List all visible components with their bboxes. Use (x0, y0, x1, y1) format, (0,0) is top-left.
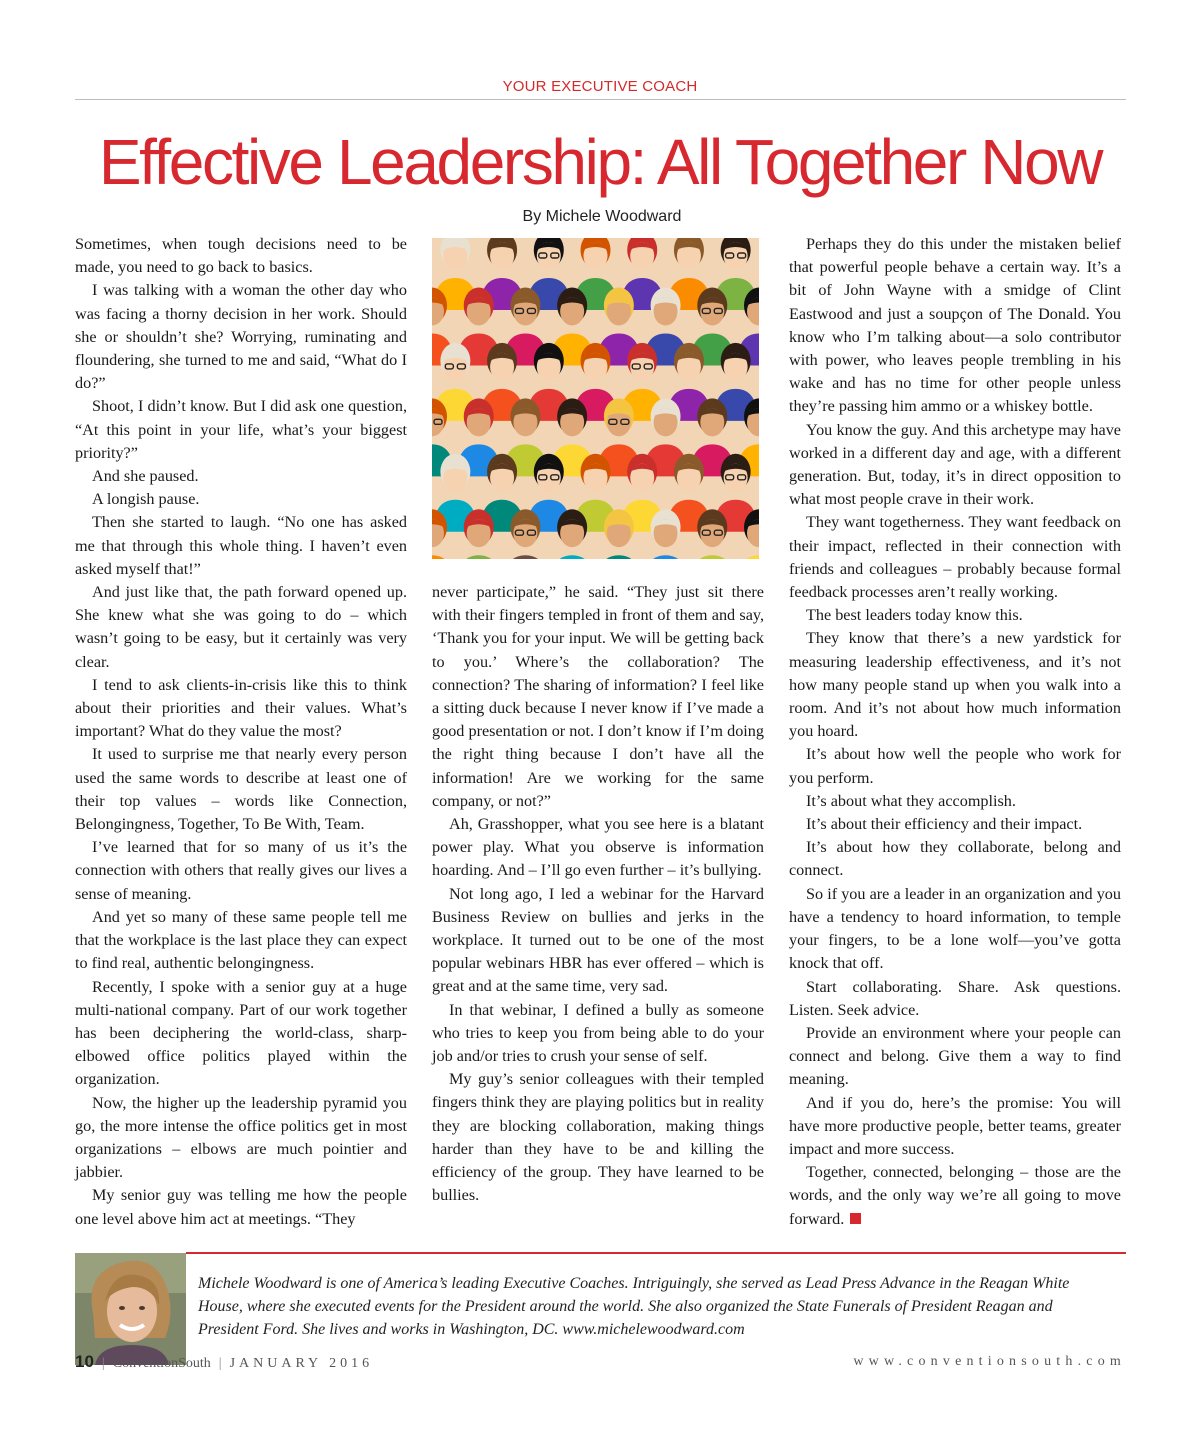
paragraph: A longish pause. (92, 490, 200, 509)
paragraph: Now, the higher up the leadership pyramid you go, the more intense the office politics get in most organizations – elbows are much pointier and jabbier. (75, 1093, 407, 1182)
paragraph: Then she started to laugh. “No one has asked me that through this whole thing. I haven’t even asked myself that!” (75, 513, 407, 578)
paragraph: And just like that, the path forward opened up. She knew what she was going to do – which wasn’t going to be easy, but it certainly was very clear. (75, 583, 407, 671)
section-label: YOUR EXECUTIVE COACH (502, 78, 698, 95)
paragraph: So if you are a leader in an organization and you have a tendency to hoard information, to temple your fingers, to be a lone wolf—you’ve gotta knock that off. (789, 884, 1121, 973)
column-left (75, 233, 407, 1231)
paragraph: I was talking with a woman the other day who was facing a thorny decision in her work. Should she or shouldn’t she? Worrying, ruminating and floundering, she turned to me and said, “What do I do?” (75, 281, 407, 393)
footer-left (75, 1352, 373, 1372)
paragraph: The best leaders today know this. (806, 606, 1023, 625)
paragraph: Sometimes, when tough decisions need to be made, you need to go back to basics. (75, 235, 407, 277)
paragraph: Shoot, I didn’t know. But I did ask one question, “At this point in your life, what’s your biggest priority?” (75, 397, 407, 462)
magazine-name: ConventionSouth (112, 1356, 211, 1371)
paragraph: Provide an environment where your people can connect and belong. Give them a way to find meaning. (789, 1023, 1121, 1089)
byline: By Michele Woodward (522, 208, 682, 225)
paragraph: It’s about how they collaborate, belong and connect. (789, 838, 1121, 880)
paragraph: Recently, I spoke with a senior guy at a huge multi-national company. Part of our work together has been deciphering the world-class, sharp-elbowed office politics played within the organization. (75, 977, 407, 1089)
paragraph: My senior guy was telling me how the people one level above him act at meetings. “They (75, 1186, 407, 1228)
paragraph: And if you do, here’s the promise: You will have more productive people, better teams, greater impact and more success. (789, 1093, 1121, 1158)
paragraph: It’s about their efficiency and their impact. (806, 815, 1083, 834)
crowd-illustration (432, 238, 759, 559)
column-middle (432, 581, 764, 1207)
paragraph: And she paused. (92, 467, 199, 486)
paragraph: My guy’s senior colleagues with their templed fingers think they are playing politics but in reality they are blocking collaboration, making things harder than they have to be and killing the efficiency of the group. They have learned to be bullies. (432, 1070, 764, 1205)
paragraph: Start collaborating. Share. Ask questions. Listen. Seek advice. (789, 977, 1121, 1019)
paragraph: Not long ago, I led a webinar for the Harvard Business Review on bullies and jerks in the workplace. It turned out to be one of the most popular webinars HBR has ever offered – which is great and at the same time, very sad. (432, 884, 764, 996)
column-right (789, 233, 1121, 1231)
author-photo (75, 1253, 186, 1365)
paragraph: I tend to ask clients-in-crisis like this to think about their priorities and their values. What’s important? What do they value the most? (75, 675, 407, 741)
paragraph: never participate,” he said. “They just sit there with their fingers templed in front of them and say, ‘Thank you for your input. We will be getting back to you.’ Where’s the collaboration? The connection? The sharing of information? I feel like a sitting duck because I never know if I’ve made a good presentation or not. I don’t know if I’m doing the right thing because I don’t have all the information! Are we working for the same company, or not?” (432, 583, 764, 810)
bio-divider (186, 1252, 1126, 1254)
paragraph: I’ve learned that for so many of us it’s the connection with others that really gives our lives a sense of meaning. (75, 838, 407, 903)
page-number: 10 (75, 1352, 94, 1371)
paragraph: In that webinar, I defined a bully as someone who tries to keep you from being able to do your job and/or tries to crush your sense of self. (432, 1000, 764, 1066)
paragraph: Ah, Grasshopper, what you see here is a blatant power play. What you observe is information hoarding. And – I’ll go even further – it’s bullying. (432, 815, 764, 880)
paragraph: They want togetherness. They want feedback on their impact, reflected in their connection with friends and colleagues – probably because formal feedback processes aren’t really working. (789, 513, 1121, 602)
footer-url[interactable]: www.conventionsouth.com (853, 1354, 1126, 1369)
footer-separator: | (101, 1356, 105, 1371)
author-bio: Michele Woodward is one of America’s leading Executive Coaches. Intriguingly, she served as Lead Press Advance in the Reagan White House, where she executed events for the President around the world. She also organized the State Funerals of President Reagan and President Ford. She lives and works in Washington, DC. www.michelewoodward.com (198, 1275, 1070, 1339)
top-rule (75, 99, 1126, 100)
issue-date: JANUARY 2016 (229, 1356, 374, 1371)
paragraph: It’s about how well the people who work for you perform. (789, 745, 1121, 787)
paragraph: Perhaps they do this under the mistaken belief that powerful people behave a certain way. It’s a bit of John Wayne with a smidge of Clint Eastwood and just a soupçon of The Donald. You know who I’m talking about—a solo contributor with power, who leaves people trembling in his wake and has no time for other people unless they’re passing him ammo or a whiskey bottle. (789, 235, 1121, 416)
paragraph: You know the guy. And this archetype may have worked in a different day and age, with a different generation. But, today, it’s in direct opposition to what most people crave in their work. (789, 420, 1121, 509)
article-title: Effective Leadership: All Together Now (98, 126, 1102, 198)
paragraph: It’s about what they accomplish. (806, 791, 1016, 810)
end-mark (850, 1213, 861, 1224)
paragraph: Together, connected, belonging – those are the words, and the only way we’re all going to move forward. (789, 1163, 1121, 1228)
paragraph: And yet so many of these same people tell me that the workplace is the last place they can expect to find real, authentic belongingness. (75, 907, 407, 973)
paragraph: It used to surprise me that nearly every person used the same words to describe at least one of their top values – words like Connection, Belongingness, Together, To Be With, Team. (75, 745, 407, 834)
paragraph: They know that there’s a new yardstick for measuring leadership effectiveness, and it’s not how many people stand up when you walk into a room. And it’s not about how much information you hoard. (789, 629, 1121, 741)
footer-separator: | (218, 1356, 222, 1371)
